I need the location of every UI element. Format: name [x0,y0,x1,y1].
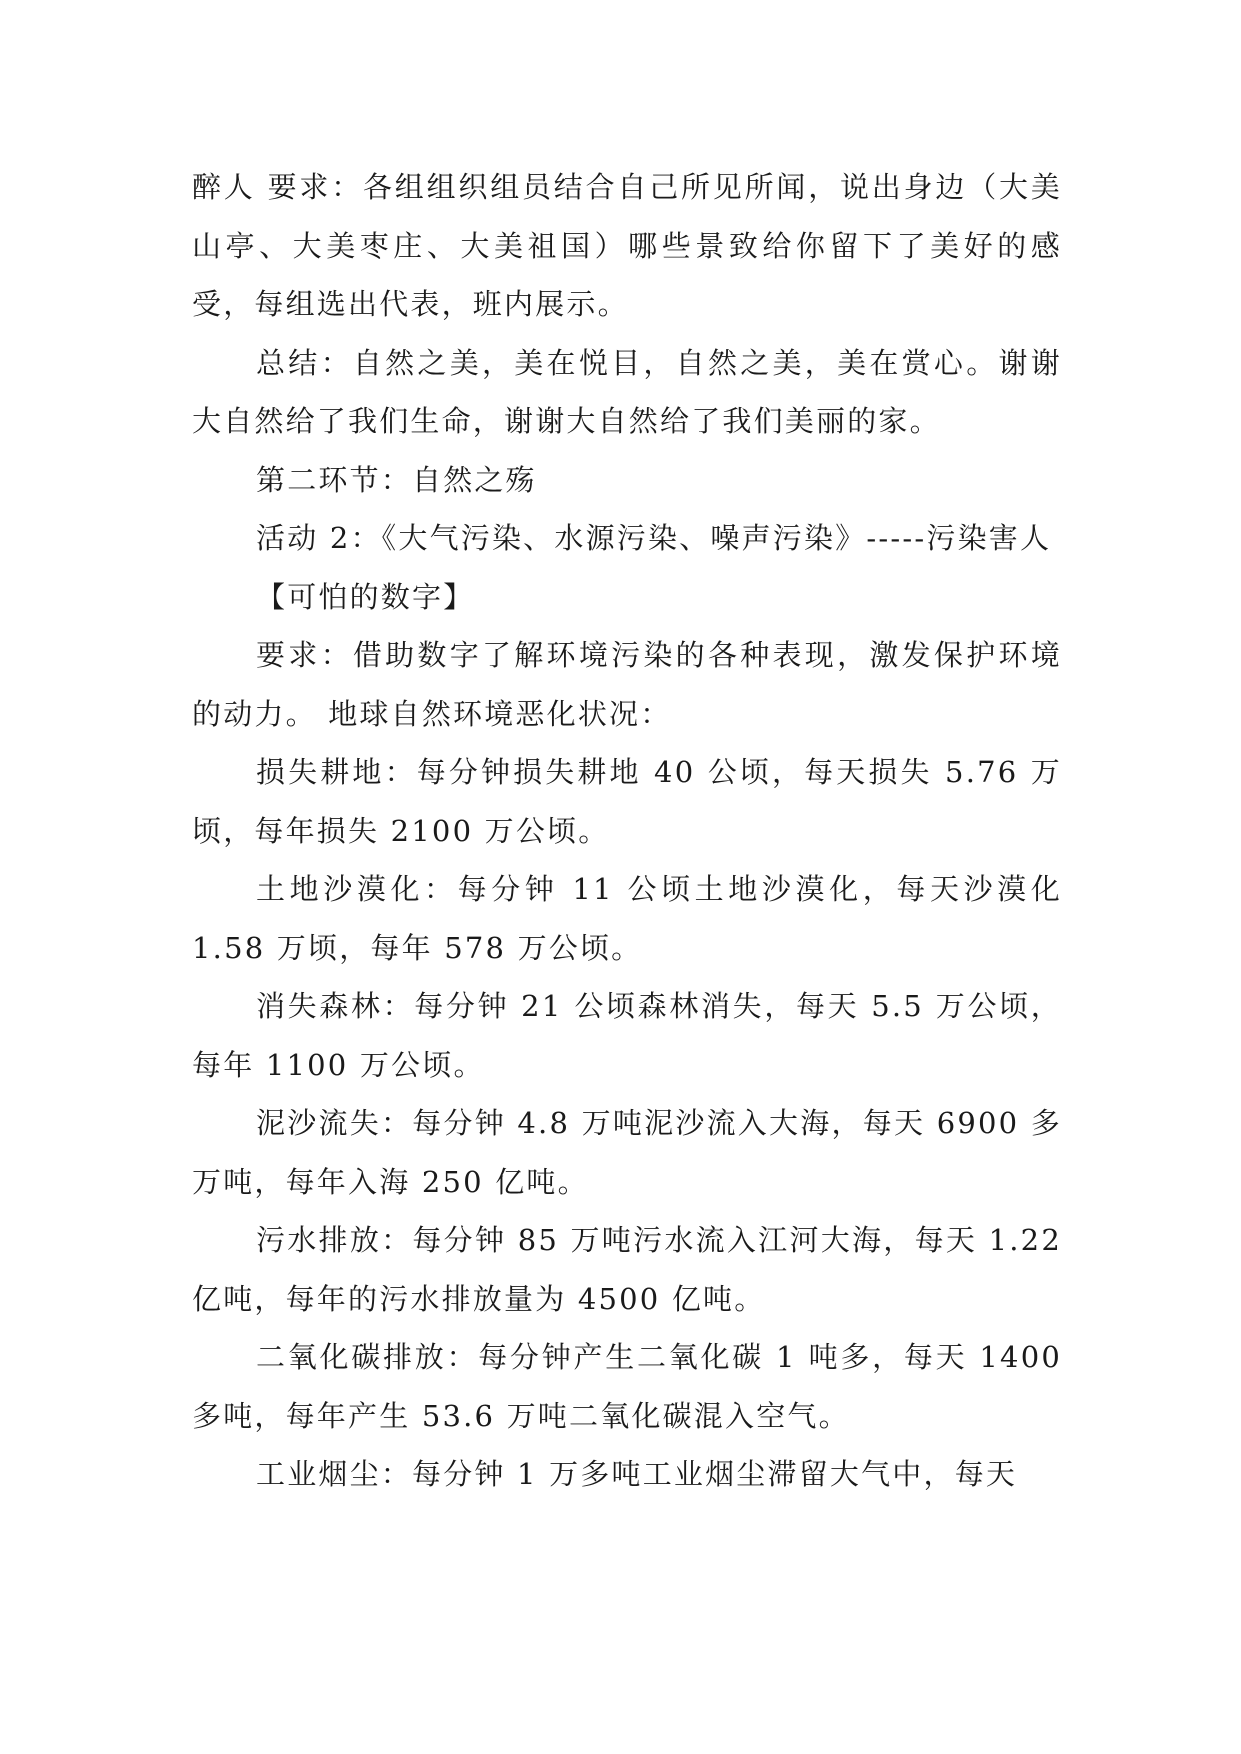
paragraph: 损失耕地：每分钟损失耕地 40 公顷，每天损失 5.76 万顷，每年损失 2100 万公顷。 [192,755,1062,848]
paragraph: 泥沙流失：每分钟 4.8 万吨泥沙流入大海，每天 6900 多万吨，每年入海 250 亿吨。 [192,1106,1062,1199]
paragraph: 二氧化碳排放：每分钟产生二氧化碳 1 吨多，每天 1400 多吨，每年产生 53.6 万吨二氧化碳混入空气。 [192,1340,1062,1433]
paragraph: 醉人 要求：各组组织组员结合自己所见所闻，说出身边（大美山亭、大美枣庄、大美祖国）哪些景致给你留下了美好的感受，每组选出代表，班内展示。 [192,170,1062,321]
document-body [192,158,1062,1504]
paragraph: 总结：自然之美，美在悦目，自然之美，美在赏心。谢谢大自然给了我们生命，谢谢大自然给了我们美丽的家。 [192,345,1062,438]
paragraph: 土地沙漠化：每分钟 11 公顷土地沙漠化，每天沙漠化 1.58 万顷，每年 578 万公顷。 [192,872,1062,965]
paragraph: 污水排放：每分钟 85 万吨污水流入江河大海，每天 1.22 亿吨，每年的污水排放量为 4500 亿吨。 [192,1223,1062,1316]
paragraph: 活动 2：《大气污染、水源污染、噪声污染》-----污染害人 [256,521,1052,555]
subsection-heading: 【可怕的数字】 [256,579,475,614]
paragraph: 消失森林：每分钟 21 公顷森林消失，每天 5.5 万公顷，每年 1100 万公顷。 [192,989,1062,1082]
paragraph: 工业烟尘：每分钟 1 万多吨工业烟尘滞留大气中，每天 [256,1457,1018,1491]
section-heading: 第二环节：自然之殇 [256,462,537,497]
paragraph: 要求：借助数字了解环境污染的各种表现，激发保护环境的动力。 地球自然环境恶化状况： [192,638,1062,731]
